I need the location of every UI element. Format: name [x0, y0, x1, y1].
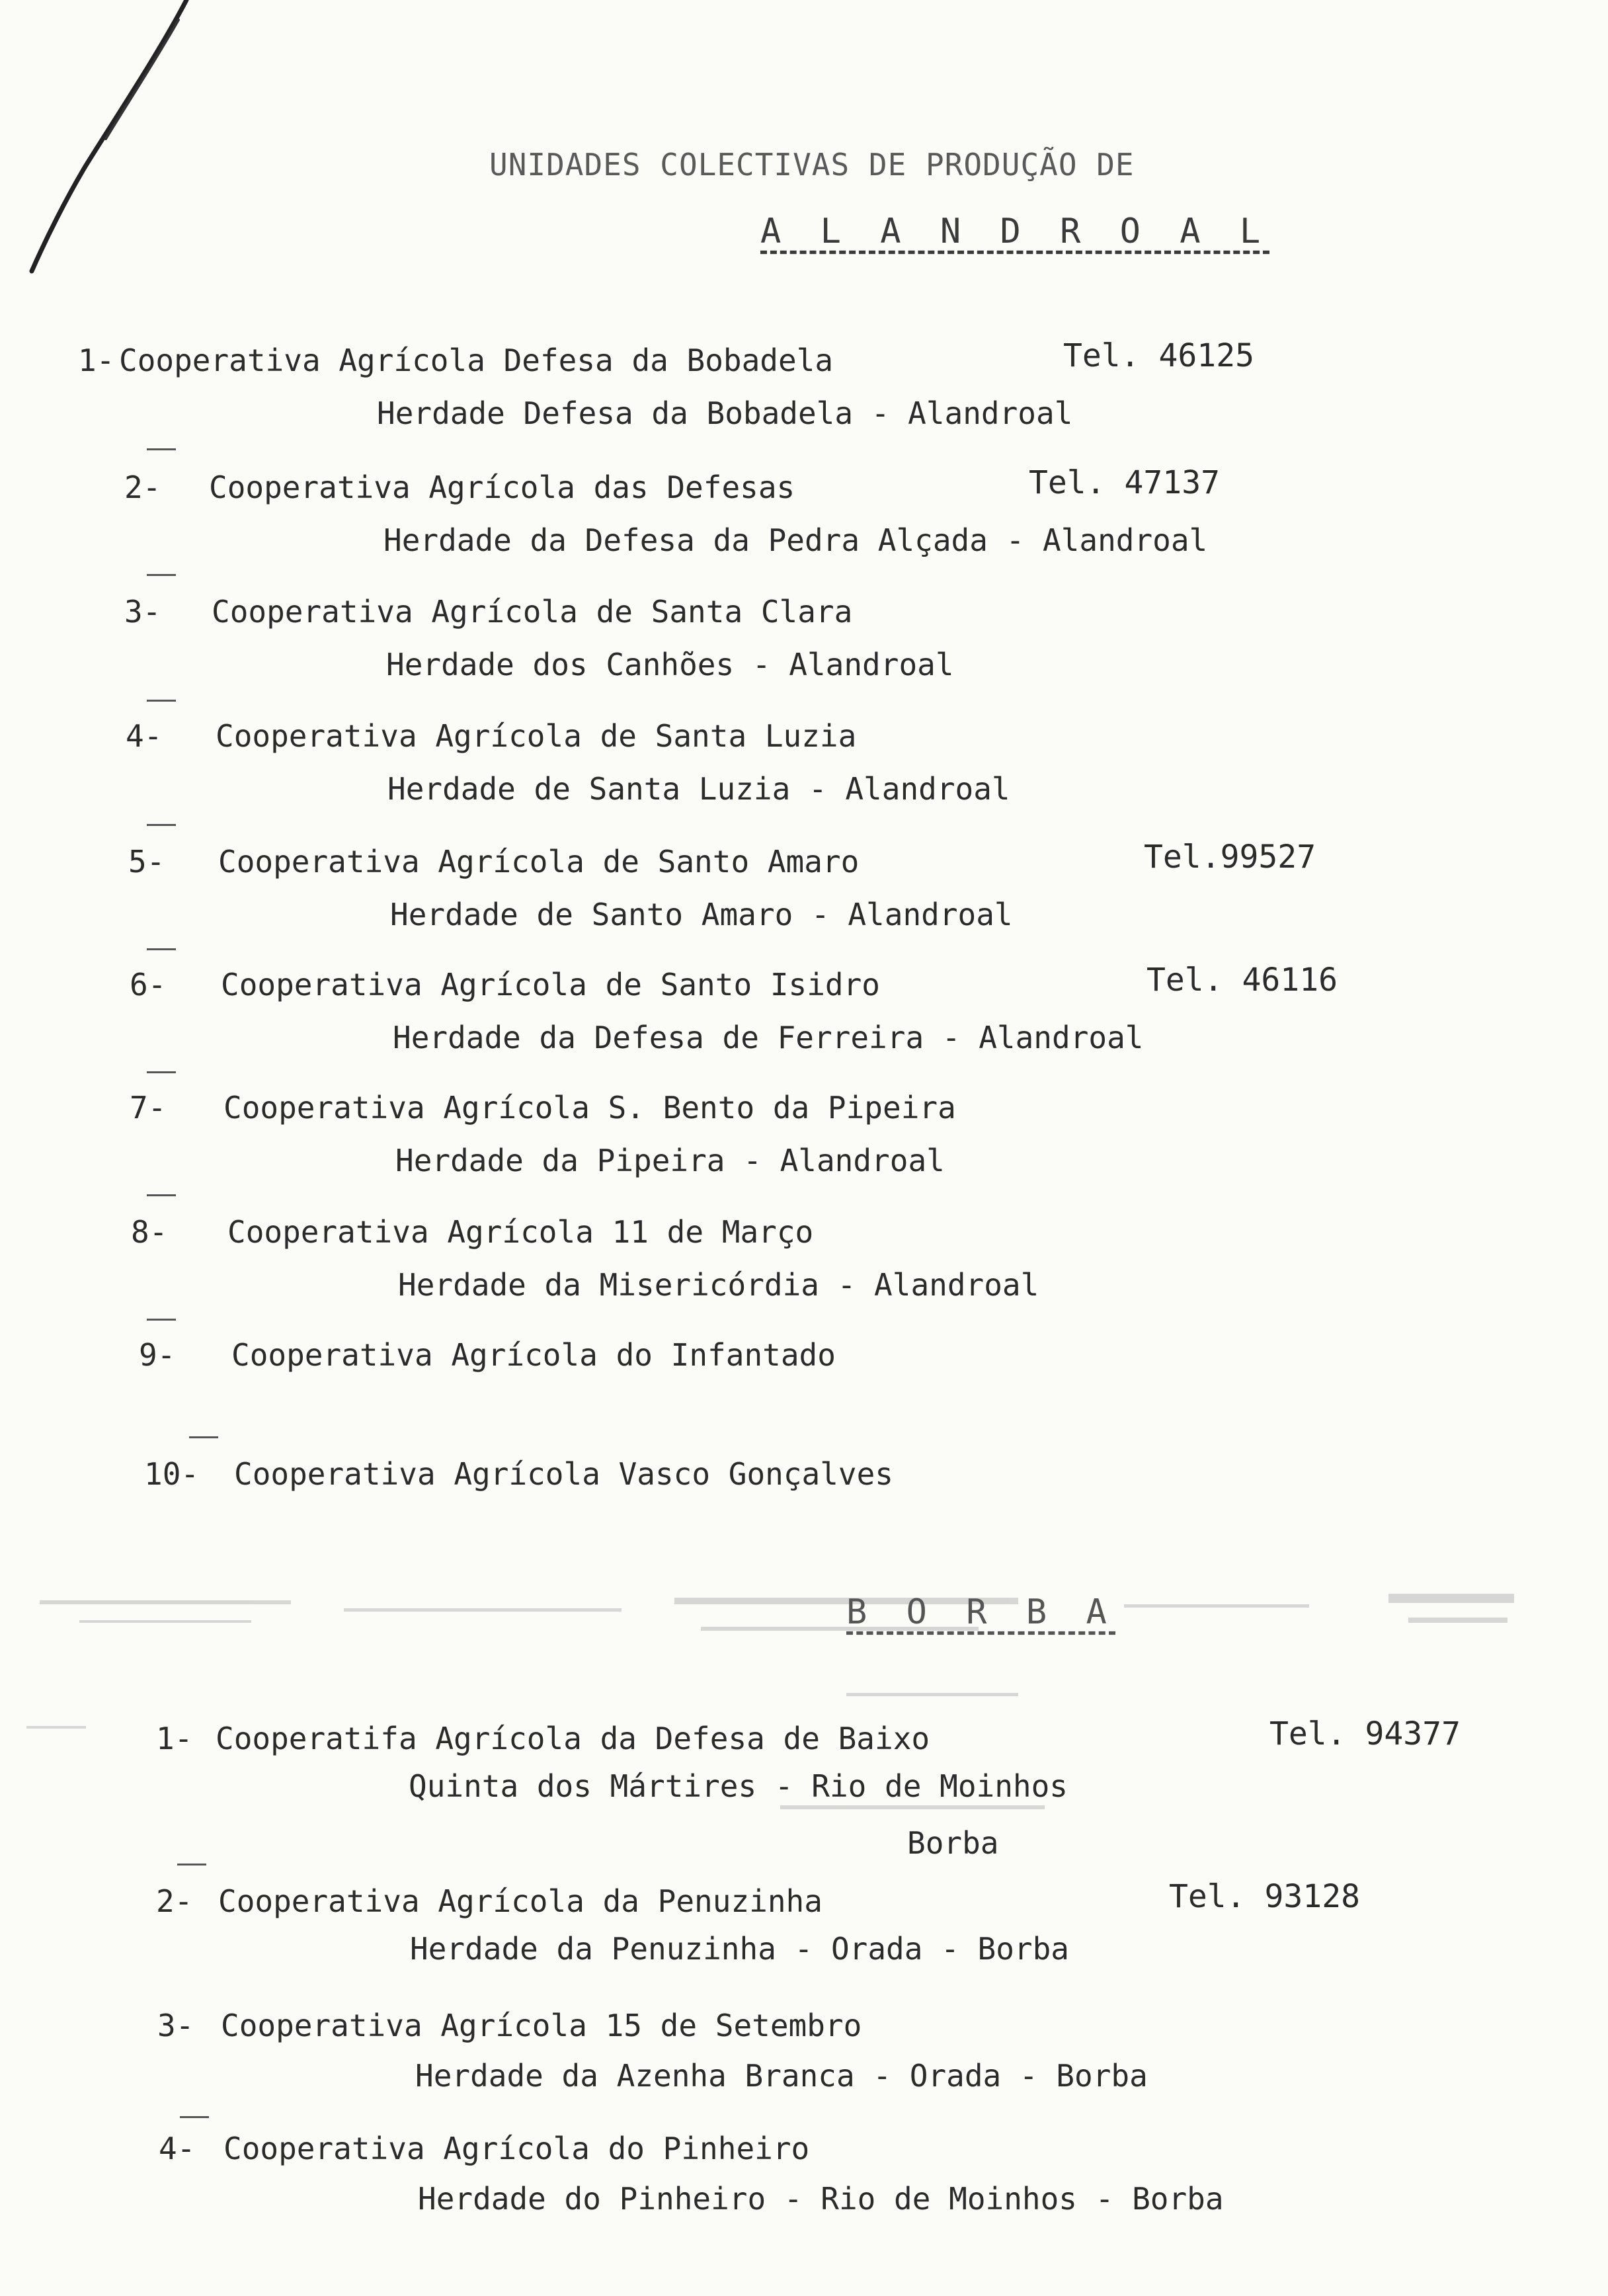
- entry-name: Cooperativa Agrícola Defesa da Bobadela: [119, 343, 834, 378]
- entry-name: Cooperativa Agrícola do Infantado: [231, 1337, 836, 1373]
- entry-name: Cooperativa Agrícola de Santa Luzia: [216, 718, 857, 754]
- entry-name: Cooperativa Agrícola do Pinheiro: [223, 2131, 810, 2166]
- entry-name: Cooperativa Agrícola de Santa Clara: [212, 594, 853, 630]
- dash-mark: [147, 1194, 176, 1196]
- entry-number: 3-: [124, 594, 161, 630]
- entry-name: Cooperativa Agrícola 11 de Março: [227, 1214, 814, 1250]
- entry-number: 2-: [156, 1883, 193, 1919]
- dash-mark: [147, 448, 176, 450]
- pen-stroke-mark: [13, 0, 212, 278]
- entry-number: 5-: [128, 844, 165, 880]
- entry-name: Cooperativa Agrícola da Penuzinha: [218, 1883, 823, 1919]
- entry-number: 3-: [157, 2008, 194, 2043]
- entry-number: 4-: [126, 718, 163, 754]
- entry-number: 9-: [139, 1337, 176, 1373]
- dash-mark: [147, 700, 176, 702]
- entry-phone: Tel.99527: [1144, 839, 1316, 876]
- dash-mark: [147, 948, 176, 950]
- entry-name: Cooperativa Agrícola 15 de Setembro: [221, 2008, 862, 2043]
- entry-address: Herdade da Azenha Branca - Orada - Borba: [415, 2058, 1148, 2094]
- dash-mark: [147, 574, 176, 576]
- entry-address: Herdade da Pipeira - Alandroal: [395, 1143, 945, 1178]
- entry-number: 4-: [159, 2131, 196, 2166]
- entry-address: Herdade de Santa Luzia - Alandroal: [387, 771, 1010, 807]
- entry-phone: Tel. 93128: [1169, 1878, 1360, 1915]
- dash-mark: [147, 824, 176, 826]
- entry-phone: Tel. 46116: [1146, 962, 1338, 999]
- entry-address: Herdade da Defesa da Pedra Alçada - Alandroal: [383, 522, 1208, 558]
- entry-address: Herdade Defesa da Bobadela - Alandroal: [377, 395, 1073, 431]
- entry-number: 2-: [124, 470, 161, 505]
- dash-mark: [147, 1071, 176, 1073]
- entry-number: 10-: [144, 1456, 200, 1492]
- dash-mark: [147, 1319, 176, 1321]
- entry-name: Cooperatifa Agrícola da Defesa de Baixo: [216, 1721, 930, 1756]
- entry-number: 1-: [78, 343, 115, 378]
- entry-number: 8-: [131, 1214, 168, 1250]
- entry-address: Herdade da Penuzinha - Orada - Borba: [410, 1931, 1069, 1967]
- entry-name: Cooperativa Agrícola das Defesas: [209, 470, 795, 505]
- entry-number: 6-: [130, 967, 167, 1003]
- entry-number: 1-: [156, 1721, 193, 1756]
- dash-mark: [189, 1436, 218, 1438]
- entry-phone: Tel. 47137: [1029, 464, 1220, 501]
- dash-mark: [180, 2116, 209, 2118]
- entry-address-line2: Borba: [907, 1825, 999, 1861]
- section-heading-alandroal: A L A N D R O A L: [760, 212, 1270, 251]
- entry-phone: Tel. 94377: [1269, 1715, 1461, 1752]
- dash-mark: [177, 1864, 206, 1866]
- entry-phone: Tel. 46125: [1063, 337, 1254, 374]
- section-heading-borba: B O R B A: [846, 1592, 1116, 1632]
- entry-name: Cooperativa Agrícola S. Bento da Pipeira: [223, 1090, 956, 1126]
- entry-address: Herdade da Misericórdia - Alandroal: [398, 1267, 1039, 1303]
- entry-name: Cooperativa Agrícola de Santo Isidro: [221, 967, 880, 1003]
- entry-address: Quinta dos Mártires - Rio de Moinhos: [409, 1768, 1068, 1804]
- entry-address: Herdade dos Canhões - Alandroal: [386, 647, 954, 682]
- entry-address: Herdade da Defesa de Ferreira - Alandroal: [393, 1020, 1144, 1055]
- entry-number: 7-: [130, 1090, 167, 1126]
- entry-address: Herdade do Pinheiro - Rio de Moinhos - Borba: [418, 2181, 1224, 2217]
- entry-name: Cooperativa Agrícola Vasco Gonçalves: [234, 1456, 893, 1492]
- entry-name: Cooperativa Agrícola de Santo Amaro: [218, 844, 860, 880]
- document-title: UNIDADES COLECTIVAS DE PRODUÇÃO DE: [489, 147, 1135, 183]
- entry-address: Herdade de Santo Amaro - Alandroal: [390, 897, 1013, 932]
